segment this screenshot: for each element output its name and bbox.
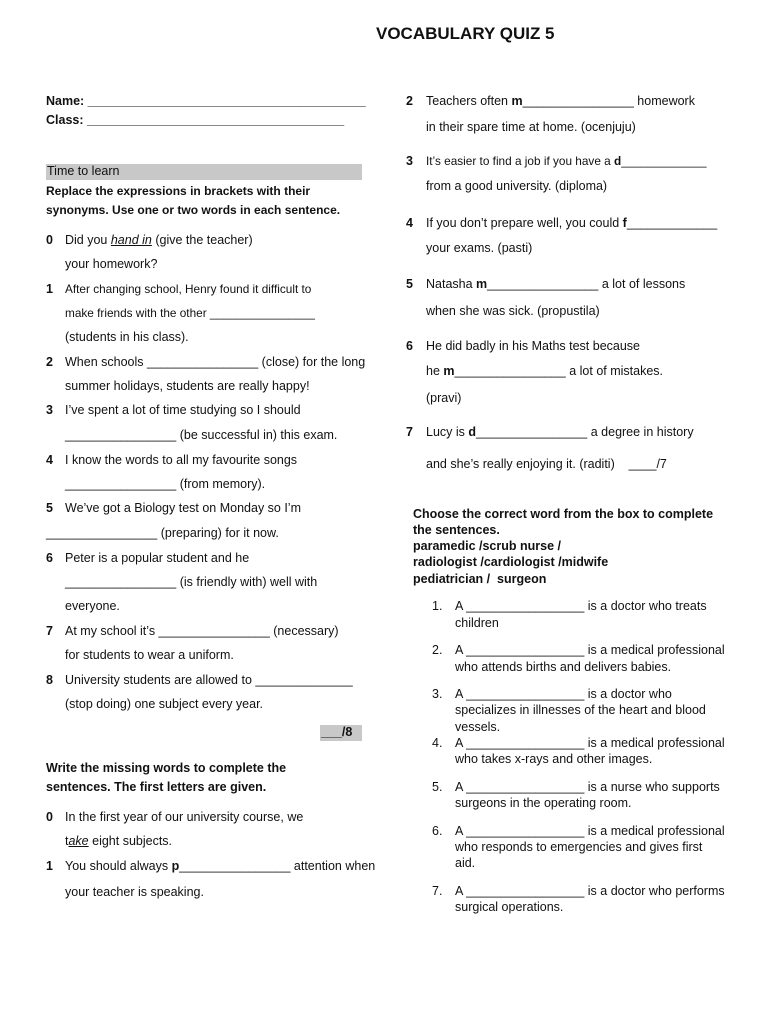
item-line: (students in his class).: [65, 330, 189, 344]
item-number: 6: [406, 339, 413, 353]
item-line: You should always p________________ attention when: [65, 859, 376, 873]
item-line: Teachers often m________________ homework: [426, 94, 695, 108]
item-line: who takes x-rays and other images.: [455, 752, 653, 766]
item-line: he m________________ a lot of mistakes.: [426, 364, 664, 378]
item-line: A _________________ is a doctor who treats: [455, 599, 707, 613]
item-line: ________________ (preparing) for it now.: [46, 526, 279, 540]
item-line: I know the words to all my favourite songs: [65, 453, 298, 467]
item-line: If you don’t prepare well, you could f_____________: [426, 216, 718, 230]
example-answer: ake: [68, 834, 89, 848]
item-number: 5.: [432, 780, 443, 794]
section1-instruction: Replace the expressions in brackets with their: [46, 184, 311, 198]
item-line: summer holidays, students are really happy!: [65, 379, 310, 393]
item-line: Natasha m________________ a lot of lessons: [426, 277, 686, 291]
item-number: 0: [46, 810, 53, 824]
item-line: (stop doing) one subject every year.: [65, 697, 264, 711]
item-number: 2: [406, 94, 413, 108]
item-line: We’ve got a Biology test on Monday so I’m: [65, 501, 301, 515]
item-number: 6.: [432, 824, 443, 838]
item-line: everyone.: [65, 599, 120, 613]
item-line: who responds to emergencies and gives first: [455, 840, 703, 854]
item-number: 2.: [432, 643, 443, 657]
item-number: 7: [406, 425, 413, 439]
item-number: 5: [46, 501, 53, 515]
item-line: (pravi): [426, 391, 462, 405]
item-line: A _________________ is a doctor who performs: [455, 884, 725, 898]
example-line-2: take eight subjects.: [65, 834, 173, 848]
item-line: A _________________ is a medical professional: [455, 643, 725, 657]
section3-instruction-2: the sentences.: [413, 523, 500, 537]
item-number: 4: [406, 216, 413, 230]
class-field-label: Class: _____________________________________: [46, 113, 345, 127]
item-line: A _________________ is a doctor who: [455, 687, 672, 701]
item-line: children: [455, 616, 499, 630]
example-line: Did you hand in (give the teacher): [65, 233, 253, 247]
section1-instruction-2: synonyms. Use one or two words in each sentence.: [46, 203, 341, 217]
item-line: ________________ (from memory).: [65, 477, 266, 491]
item-number: 3.: [432, 687, 443, 701]
item-line: in their spare time at home. (ocenjuju): [426, 120, 636, 134]
item-line: and she’s really enjoying it. (raditi) ____/7: [426, 457, 667, 471]
section2-instruction: Write the missing words to complete the: [46, 761, 287, 775]
item-number: 5: [406, 277, 413, 291]
item-line: A _________________ is a medical professional: [455, 824, 725, 838]
item-line: ________________ (is friendly with) well with: [65, 575, 318, 589]
item-number: 6: [46, 551, 53, 565]
item-number: 2: [46, 355, 53, 369]
item-number: 1: [46, 282, 53, 296]
name-field-label: Name: ________________________________________: [46, 94, 366, 108]
page-title: VOCABULARY QUIZ 5: [376, 24, 555, 43]
item-line: A _________________ is a medical professional: [455, 736, 725, 750]
item-number: 3: [46, 403, 53, 417]
item-line: A _________________ is a nurse who supports: [455, 780, 720, 794]
item-line: ________________ (be successful in) this exam.: [65, 428, 338, 442]
item-line: I’ve spent a lot of time studying so I should: [65, 403, 301, 417]
word-box-line: radiologist /cardiologist /midwife: [413, 555, 609, 569]
item-line: aid.: [455, 856, 476, 870]
item-line: He did badly in his Maths test because: [426, 339, 641, 353]
section2-instruction-2: sentences. The first letters are given.: [46, 780, 267, 794]
item-number: 1.: [432, 599, 443, 613]
item-line: make friends with the other ________________: [65, 306, 315, 320]
item-number: 3: [406, 154, 413, 168]
item-line: After changing school, Henry found it difficult to: [65, 282, 312, 296]
word-box-line: pediatrician / surgeon: [413, 572, 547, 586]
item-number: 4.: [432, 736, 443, 750]
item-line: specializes in illnesses of the heart and blood: [455, 703, 706, 717]
example-line: In the first year of our university course, we: [65, 810, 304, 824]
item-line: When schools ________________ (close) for the long: [65, 355, 366, 369]
item-line: surgeons in the operating room.: [455, 796, 632, 810]
item-line: Lucy is d________________ a degree in history: [426, 425, 694, 439]
item-line: At my school it’s ________________ (necessary): [65, 624, 339, 638]
item-line: for students to wear a uniform.: [65, 648, 234, 662]
item-line: surgical operations.: [455, 900, 564, 914]
word-box-line: paramedic /scrub nurse /: [413, 539, 561, 553]
item-number: 8: [46, 673, 53, 687]
item-line: your teacher is speaking.: [65, 885, 204, 899]
item-number: 7: [46, 624, 53, 638]
item-number: 7.: [432, 884, 443, 898]
item-line: It’s easier to find a job if you have a d_____________: [426, 154, 707, 168]
example-answer: hand in: [110, 233, 152, 247]
section3-instruction: Choose the correct word from the box to complete: [413, 507, 714, 521]
item-line: vessels.: [455, 720, 501, 734]
score-label: ___/8: [321, 725, 353, 739]
item-line: who attends births and delivers babies.: [455, 660, 672, 674]
item-line: your exams. (pasti): [426, 241, 533, 255]
example-line-2: your homework?: [65, 257, 158, 271]
item-line: from a good university. (diploma): [426, 179, 608, 193]
item-line: when she was sick. (propustila): [426, 304, 600, 318]
section-heading: Time to learn: [47, 164, 120, 178]
item-line: Peter is a popular student and he: [65, 551, 250, 565]
item-number: 4: [46, 453, 53, 467]
item-number: 1: [46, 859, 53, 873]
item-number: 0: [46, 233, 53, 247]
item-line: University students are allowed to ______________: [65, 673, 353, 687]
